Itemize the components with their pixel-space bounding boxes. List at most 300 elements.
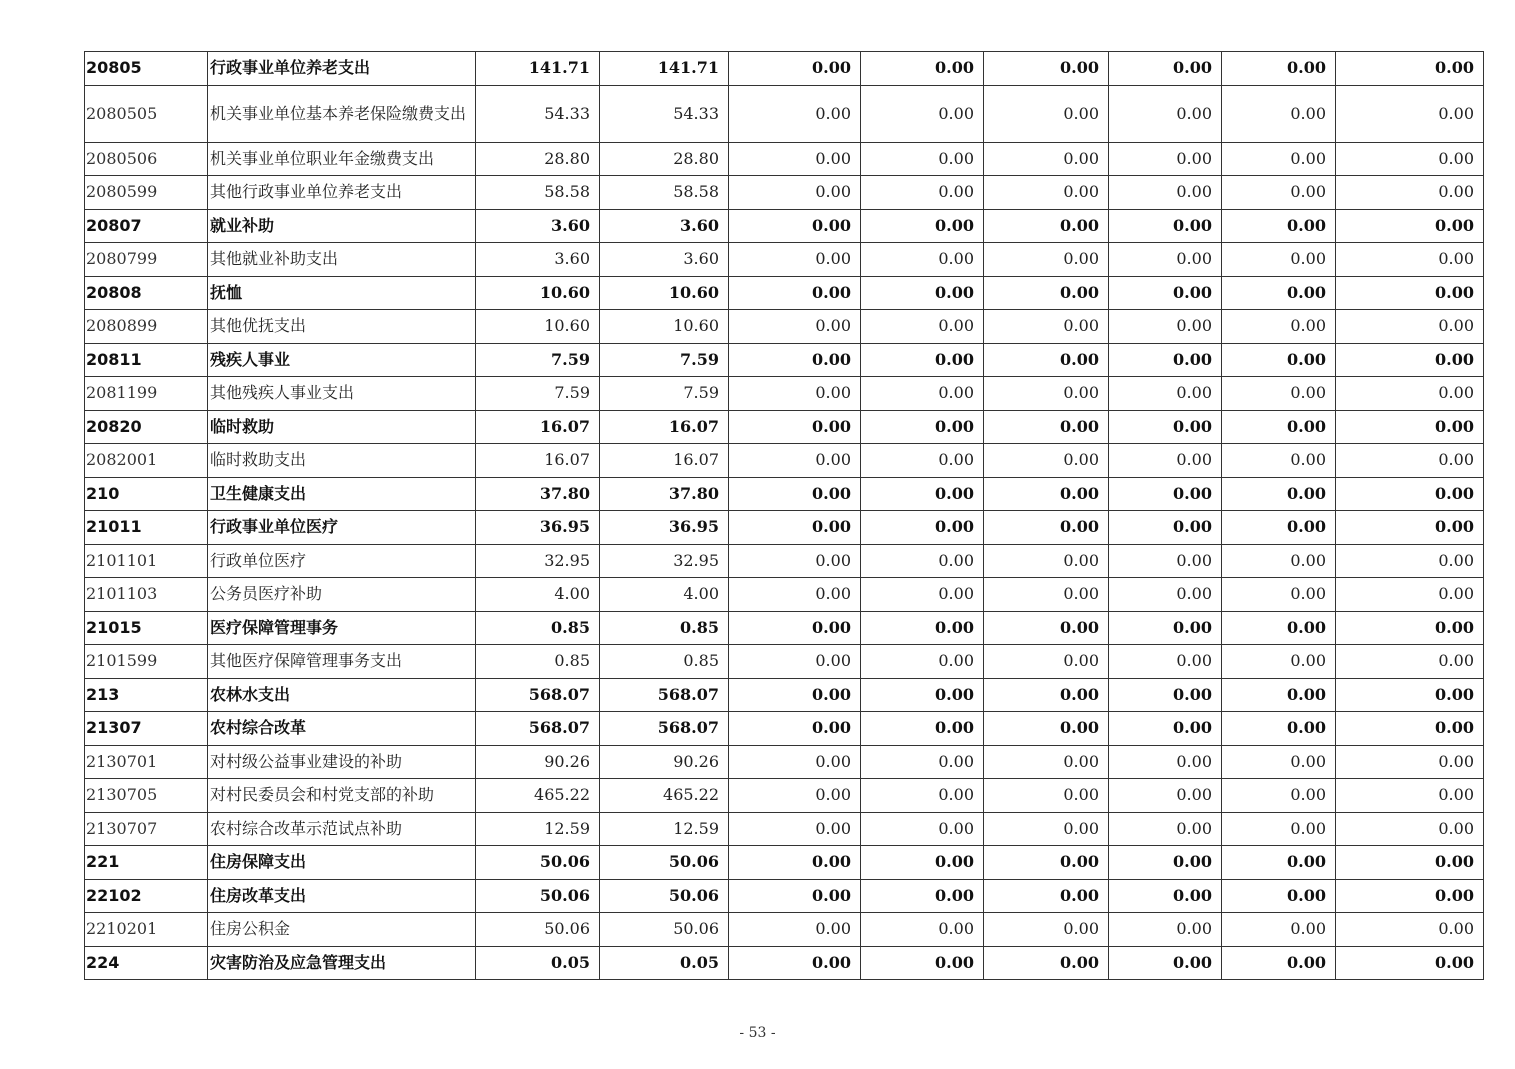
cell-name: 农村综合改革示范试点补助: [208, 812, 476, 846]
cell-value-col-3: 0.00: [729, 142, 861, 176]
cell-value-col-7: 0.00: [1222, 176, 1336, 210]
table-row-category: [85, 477, 1484, 511]
cell-value-col-8: 0.00: [1336, 846, 1484, 880]
cell-value-col-5: 0.00: [984, 343, 1109, 377]
cell-value-col-8: 0.00: [1336, 611, 1484, 645]
cell-value-col-2: 12.59: [600, 812, 729, 846]
cell-value-col-5: 0.00: [984, 477, 1109, 511]
cell-value-col-5: 0.00: [984, 209, 1109, 243]
cell-value-col-5: 0.00: [984, 243, 1109, 277]
cell-value-col-5: 0.00: [984, 611, 1109, 645]
table-row-item: [85, 779, 1484, 813]
cell-value-col-1: 50.06: [476, 846, 600, 880]
cell-value-col-3: 0.00: [729, 712, 861, 746]
cell-code: 21307: [85, 712, 208, 746]
table-row-category: [85, 846, 1484, 880]
cell-value-col-8: 0.00: [1336, 511, 1484, 545]
cell-value-col-3: 0.00: [729, 544, 861, 578]
table-row-item: [85, 377, 1484, 411]
table-row-category: [85, 52, 1484, 86]
cell-value-col-6: 0.00: [1109, 243, 1222, 277]
cell-name: 对村级公益事业建设的补助: [208, 745, 476, 779]
cell-value-col-4: 0.00: [861, 52, 984, 86]
cell-value-col-3: 0.00: [729, 343, 861, 377]
cell-value-col-4: 0.00: [861, 544, 984, 578]
cell-code: 210: [85, 477, 208, 511]
cell-value-col-8: 0.00: [1336, 578, 1484, 612]
cell-value-col-6: 0.00: [1109, 142, 1222, 176]
table-row-item: [85, 85, 1484, 142]
cell-value-col-1: 7.59: [476, 377, 600, 411]
cell-code: 2080505: [85, 85, 208, 142]
cell-value-col-8: 0.00: [1336, 52, 1484, 86]
cell-value-col-6: 0.00: [1109, 209, 1222, 243]
cell-value-col-5: 0.00: [984, 779, 1109, 813]
cell-value-col-2: 37.80: [600, 477, 729, 511]
cell-code: 21015: [85, 611, 208, 645]
cell-value-col-8: 0.00: [1336, 779, 1484, 813]
cell-value-col-7: 0.00: [1222, 209, 1336, 243]
cell-value-col-2: 58.58: [600, 176, 729, 210]
cell-value-col-3: 0.00: [729, 477, 861, 511]
cell-code: 2080799: [85, 243, 208, 277]
cell-value-col-2: 7.59: [600, 377, 729, 411]
cell-value-col-6: 0.00: [1109, 611, 1222, 645]
cell-value-col-4: 0.00: [861, 846, 984, 880]
cell-value-col-4: 0.00: [861, 243, 984, 277]
cell-value-col-3: 0.00: [729, 377, 861, 411]
cell-value-col-4: 0.00: [861, 578, 984, 612]
table-row-item: [85, 645, 1484, 679]
page-number: - 53 -: [739, 1025, 776, 1041]
cell-value-col-2: 0.05: [600, 946, 729, 980]
cell-value-col-2: 10.60: [600, 310, 729, 344]
cell-value-col-7: 0.00: [1222, 410, 1336, 444]
cell-value-col-3: 0.00: [729, 85, 861, 142]
cell-name: 其他残疾人事业支出: [208, 377, 476, 411]
cell-value-col-4: 0.00: [861, 645, 984, 679]
cell-value-col-3: 0.00: [729, 745, 861, 779]
cell-value-col-2: 10.60: [600, 276, 729, 310]
cell-value-col-5: 0.00: [984, 444, 1109, 478]
cell-code: 2210201: [85, 913, 208, 947]
cell-code: 2130701: [85, 745, 208, 779]
cell-code: 2080506: [85, 142, 208, 176]
cell-value-col-7: 0.00: [1222, 377, 1336, 411]
cell-value-col-3: 0.00: [729, 678, 861, 712]
cell-value-col-7: 0.00: [1222, 343, 1336, 377]
cell-value-col-5: 0.00: [984, 176, 1109, 210]
cell-code: 2130707: [85, 812, 208, 846]
cell-name: 公务员医疗补助: [208, 578, 476, 612]
cell-code: 2082001: [85, 444, 208, 478]
cell-value-col-1: 16.07: [476, 444, 600, 478]
cell-value-col-3: 0.00: [729, 779, 861, 813]
cell-value-col-6: 0.00: [1109, 812, 1222, 846]
cell-value-col-6: 0.00: [1109, 176, 1222, 210]
cell-value-col-8: 0.00: [1336, 879, 1484, 913]
cell-value-col-1: 50.06: [476, 913, 600, 947]
cell-name: 行政单位医疗: [208, 544, 476, 578]
cell-value-col-2: 7.59: [600, 343, 729, 377]
cell-value-col-7: 0.00: [1222, 812, 1336, 846]
cell-value-col-8: 0.00: [1336, 678, 1484, 712]
cell-name: 卫生健康支出: [208, 477, 476, 511]
cell-value-col-5: 0.00: [984, 913, 1109, 947]
cell-code: 221: [85, 846, 208, 880]
cell-value-col-7: 0.00: [1222, 511, 1336, 545]
cell-value-col-5: 0.00: [984, 52, 1109, 86]
cell-value-col-4: 0.00: [861, 85, 984, 142]
table-row-category: [85, 611, 1484, 645]
cell-name: 住房公积金: [208, 913, 476, 947]
cell-value-col-8: 0.00: [1336, 209, 1484, 243]
table-row-item: [85, 142, 1484, 176]
cell-code: 22102: [85, 879, 208, 913]
cell-value-col-4: 0.00: [861, 611, 984, 645]
cell-value-col-4: 0.00: [861, 745, 984, 779]
cell-name: 行政事业单位养老支出: [208, 52, 476, 86]
cell-name: 医疗保障管理事务: [208, 611, 476, 645]
cell-value-col-1: 36.95: [476, 511, 600, 545]
cell-value-col-1: 141.71: [476, 52, 600, 86]
cell-value-col-3: 0.00: [729, 243, 861, 277]
cell-value-col-7: 0.00: [1222, 745, 1336, 779]
cell-value-col-5: 0.00: [984, 578, 1109, 612]
cell-value-col-1: 37.80: [476, 477, 600, 511]
cell-name: 临时救助支出: [208, 444, 476, 478]
cell-value-col-7: 0.00: [1222, 678, 1336, 712]
cell-name: 农村综合改革: [208, 712, 476, 746]
cell-code: 20811: [85, 343, 208, 377]
table-row-category: [85, 511, 1484, 545]
cell-code: 213: [85, 678, 208, 712]
cell-value-col-5: 0.00: [984, 846, 1109, 880]
cell-value-col-1: 32.95: [476, 544, 600, 578]
cell-name: 行政事业单位医疗: [208, 511, 476, 545]
cell-value-col-3: 0.00: [729, 410, 861, 444]
cell-value-col-1: 568.07: [476, 712, 600, 746]
cell-value-col-3: 0.00: [729, 611, 861, 645]
cell-value-col-4: 0.00: [861, 678, 984, 712]
cell-value-col-3: 0.00: [729, 578, 861, 612]
cell-value-col-3: 0.00: [729, 511, 861, 545]
cell-value-col-1: 0.05: [476, 946, 600, 980]
cell-value-col-2: 141.71: [600, 52, 729, 86]
cell-value-col-1: 3.60: [476, 209, 600, 243]
cell-value-col-2: 568.07: [600, 678, 729, 712]
cell-value-col-8: 0.00: [1336, 544, 1484, 578]
cell-value-col-1: 12.59: [476, 812, 600, 846]
cell-value-col-5: 0.00: [984, 946, 1109, 980]
cell-value-col-1: 0.85: [476, 611, 600, 645]
cell-code: 2101103: [85, 578, 208, 612]
cell-value-col-1: 3.60: [476, 243, 600, 277]
cell-value-col-2: 0.85: [600, 645, 729, 679]
cell-value-col-8: 0.00: [1336, 243, 1484, 277]
cell-value-col-6: 0.00: [1109, 913, 1222, 947]
cell-value-col-8: 0.00: [1336, 142, 1484, 176]
cell-value-col-1: 10.60: [476, 310, 600, 344]
table-row-item: [85, 243, 1484, 277]
cell-value-col-4: 0.00: [861, 176, 984, 210]
cell-value-col-8: 0.00: [1336, 444, 1484, 478]
cell-value-col-5: 0.00: [984, 276, 1109, 310]
cell-value-col-2: 3.60: [600, 209, 729, 243]
cell-name: 农林水支出: [208, 678, 476, 712]
cell-value-col-2: 16.07: [600, 410, 729, 444]
cell-value-col-8: 0.00: [1336, 377, 1484, 411]
cell-value-col-6: 0.00: [1109, 343, 1222, 377]
table-row-item: [85, 444, 1484, 478]
cell-value-col-6: 0.00: [1109, 85, 1222, 142]
cell-value-col-5: 0.00: [984, 812, 1109, 846]
cell-value-col-8: 0.00: [1336, 477, 1484, 511]
table-row-category: [85, 209, 1484, 243]
cell-code: 2080599: [85, 176, 208, 210]
cell-value-col-4: 0.00: [861, 377, 984, 411]
cell-value-col-3: 0.00: [729, 645, 861, 679]
cell-code: 20820: [85, 410, 208, 444]
cell-value-col-2: 16.07: [600, 444, 729, 478]
table-row-item: [85, 544, 1484, 578]
cell-value-col-7: 0.00: [1222, 310, 1336, 344]
cell-value-col-6: 0.00: [1109, 645, 1222, 679]
cell-value-col-4: 0.00: [861, 343, 984, 377]
cell-code: 2130705: [85, 779, 208, 813]
cell-value-col-8: 0.00: [1336, 946, 1484, 980]
cell-value-col-4: 0.00: [861, 913, 984, 947]
cell-value-col-4: 0.00: [861, 879, 984, 913]
cell-value-col-3: 0.00: [729, 276, 861, 310]
cell-value-col-6: 0.00: [1109, 276, 1222, 310]
cell-value-col-7: 0.00: [1222, 712, 1336, 746]
cell-value-col-3: 0.00: [729, 946, 861, 980]
cell-value-col-6: 0.00: [1109, 444, 1222, 478]
cell-name: 其他就业补助支出: [208, 243, 476, 277]
cell-value-col-5: 0.00: [984, 85, 1109, 142]
cell-value-col-4: 0.00: [861, 410, 984, 444]
table-row-category: [85, 712, 1484, 746]
cell-value-col-7: 0.00: [1222, 544, 1336, 578]
cell-value-col-6: 0.00: [1109, 779, 1222, 813]
cell-value-col-2: 50.06: [600, 913, 729, 947]
cell-value-col-6: 0.00: [1109, 410, 1222, 444]
cell-code: 21011: [85, 511, 208, 545]
cell-code: 224: [85, 946, 208, 980]
cell-value-col-7: 0.00: [1222, 946, 1336, 980]
cell-value-col-2: 0.85: [600, 611, 729, 645]
cell-value-col-5: 0.00: [984, 310, 1109, 344]
cell-value-col-4: 0.00: [861, 444, 984, 478]
table-row-item: [85, 310, 1484, 344]
cell-value-col-1: 54.33: [476, 85, 600, 142]
cell-value-col-4: 0.00: [861, 310, 984, 344]
cell-value-col-2: 50.06: [600, 846, 729, 880]
cell-value-col-6: 0.00: [1109, 578, 1222, 612]
cell-value-col-4: 0.00: [861, 511, 984, 545]
cell-value-col-5: 0.00: [984, 410, 1109, 444]
cell-value-col-7: 0.00: [1222, 444, 1336, 478]
cell-value-col-3: 0.00: [729, 846, 861, 880]
table-row-item: [85, 913, 1484, 947]
cell-name: 其他医疗保障管理事务支出: [208, 645, 476, 679]
cell-name: 其他行政事业单位养老支出: [208, 176, 476, 210]
cell-value-col-8: 0.00: [1336, 276, 1484, 310]
cell-value-col-7: 0.00: [1222, 779, 1336, 813]
cell-value-col-8: 0.00: [1336, 745, 1484, 779]
cell-value-col-6: 0.00: [1109, 846, 1222, 880]
cell-value-col-2: 28.80: [600, 142, 729, 176]
cell-value-col-5: 0.00: [984, 544, 1109, 578]
cell-value-col-6: 0.00: [1109, 879, 1222, 913]
cell-name: 对村民委员会和村党支部的补助: [208, 779, 476, 813]
cell-value-col-8: 0.00: [1336, 310, 1484, 344]
cell-value-col-6: 0.00: [1109, 712, 1222, 746]
cell-value-col-8: 0.00: [1336, 176, 1484, 210]
cell-value-col-2: 36.95: [600, 511, 729, 545]
cell-value-col-3: 0.00: [729, 209, 861, 243]
cell-name: 住房保障支出: [208, 846, 476, 880]
cell-value-col-8: 0.00: [1336, 812, 1484, 846]
cell-value-col-2: 50.06: [600, 879, 729, 913]
cell-value-col-7: 0.00: [1222, 846, 1336, 880]
cell-value-col-5: 0.00: [984, 142, 1109, 176]
cell-value-col-8: 0.00: [1336, 645, 1484, 679]
cell-value-col-3: 0.00: [729, 879, 861, 913]
table-row-item: [85, 812, 1484, 846]
cell-name: 就业补助: [208, 209, 476, 243]
cell-value-col-2: 54.33: [600, 85, 729, 142]
cell-value-col-1: 16.07: [476, 410, 600, 444]
cell-name: 住房改革支出: [208, 879, 476, 913]
cell-name: 临时救助: [208, 410, 476, 444]
cell-value-col-7: 0.00: [1222, 645, 1336, 679]
cell-value-col-6: 0.00: [1109, 377, 1222, 411]
cell-value-col-2: 32.95: [600, 544, 729, 578]
cell-value-col-7: 0.00: [1222, 879, 1336, 913]
cell-value-col-1: 90.26: [476, 745, 600, 779]
cell-code: 2101599: [85, 645, 208, 679]
table: [84, 51, 1484, 980]
cell-value-col-4: 0.00: [861, 779, 984, 813]
cell-code: 20805: [85, 52, 208, 86]
cell-value-col-6: 0.00: [1109, 511, 1222, 545]
cell-value-col-4: 0.00: [861, 276, 984, 310]
cell-value-col-4: 0.00: [861, 209, 984, 243]
cell-value-col-6: 0.00: [1109, 52, 1222, 86]
table-row-item: [85, 745, 1484, 779]
cell-value-col-6: 0.00: [1109, 678, 1222, 712]
cell-name: 机关事业单位职业年金缴费支出: [208, 142, 476, 176]
cell-value-col-5: 0.00: [984, 879, 1109, 913]
cell-value-col-6: 0.00: [1109, 745, 1222, 779]
cell-name: 机关事业单位基本养老保险缴费支出: [208, 85, 476, 142]
cell-value-col-3: 0.00: [729, 444, 861, 478]
cell-value-col-7: 0.00: [1222, 85, 1336, 142]
cell-value-col-1: 0.85: [476, 645, 600, 679]
cell-code: 2101101: [85, 544, 208, 578]
cell-value-col-6: 0.00: [1109, 310, 1222, 344]
cell-value-col-1: 10.60: [476, 276, 600, 310]
cell-value-col-1: 7.59: [476, 343, 600, 377]
cell-value-col-7: 0.00: [1222, 913, 1336, 947]
budget-expenditure-table: [84, 51, 1483, 980]
cell-value-col-5: 0.00: [984, 645, 1109, 679]
cell-value-col-1: 4.00: [476, 578, 600, 612]
table-row-category: [85, 410, 1484, 444]
cell-value-col-8: 0.00: [1336, 410, 1484, 444]
cell-value-col-4: 0.00: [861, 142, 984, 176]
cell-value-col-7: 0.00: [1222, 243, 1336, 277]
cell-code: 2080899: [85, 310, 208, 344]
table-row-category: [85, 946, 1484, 980]
table-row-category: [85, 343, 1484, 377]
cell-value-col-6: 0.00: [1109, 477, 1222, 511]
cell-name: 其他优抚支出: [208, 310, 476, 344]
cell-code: 20807: [85, 209, 208, 243]
cell-value-col-5: 0.00: [984, 678, 1109, 712]
cell-value-col-8: 0.00: [1336, 913, 1484, 947]
cell-value-col-8: 0.00: [1336, 343, 1484, 377]
cell-value-col-3: 0.00: [729, 176, 861, 210]
cell-name: 灾害防治及应急管理支出: [208, 946, 476, 980]
cell-value-col-4: 0.00: [861, 946, 984, 980]
cell-value-col-2: 4.00: [600, 578, 729, 612]
cell-code: 2081199: [85, 377, 208, 411]
cell-value-col-2: 90.26: [600, 745, 729, 779]
cell-value-col-1: 50.06: [476, 879, 600, 913]
cell-value-col-7: 0.00: [1222, 578, 1336, 612]
cell-value-col-7: 0.00: [1222, 611, 1336, 645]
cell-value-col-3: 0.00: [729, 812, 861, 846]
cell-value-col-5: 0.00: [984, 511, 1109, 545]
cell-value-col-4: 0.00: [861, 812, 984, 846]
cell-value-col-1: 465.22: [476, 779, 600, 813]
cell-value-col-1: 58.58: [476, 176, 600, 210]
cell-value-col-2: 568.07: [600, 712, 729, 746]
cell-name: 抚恤: [208, 276, 476, 310]
cell-value-col-5: 0.00: [984, 745, 1109, 779]
cell-value-col-7: 0.00: [1222, 276, 1336, 310]
cell-value-col-3: 0.00: [729, 52, 861, 86]
table-body: [85, 52, 1484, 980]
cell-value-col-2: 3.60: [600, 243, 729, 277]
cell-value-col-7: 0.00: [1222, 477, 1336, 511]
cell-value-col-5: 0.00: [984, 712, 1109, 746]
cell-value-col-5: 0.00: [984, 377, 1109, 411]
table-row-item: [85, 176, 1484, 210]
cell-value-col-6: 0.00: [1109, 946, 1222, 980]
cell-code: 20808: [85, 276, 208, 310]
cell-value-col-3: 0.00: [729, 310, 861, 344]
cell-value-col-8: 0.00: [1336, 712, 1484, 746]
cell-value-col-8: 0.00: [1336, 85, 1484, 142]
cell-value-col-2: 465.22: [600, 779, 729, 813]
table-row-item: [85, 578, 1484, 612]
table-row-category: [85, 276, 1484, 310]
cell-value-col-4: 0.00: [861, 477, 984, 511]
cell-value-col-4: 0.00: [861, 712, 984, 746]
cell-value-col-7: 0.00: [1222, 52, 1336, 86]
cell-value-col-3: 0.00: [729, 913, 861, 947]
cell-name: 残疾人事业: [208, 343, 476, 377]
cell-value-col-1: 28.80: [476, 142, 600, 176]
table-row-category: [85, 678, 1484, 712]
table-row-category: [85, 879, 1484, 913]
cell-value-col-1: 568.07: [476, 678, 600, 712]
cell-value-col-7: 0.00: [1222, 142, 1336, 176]
